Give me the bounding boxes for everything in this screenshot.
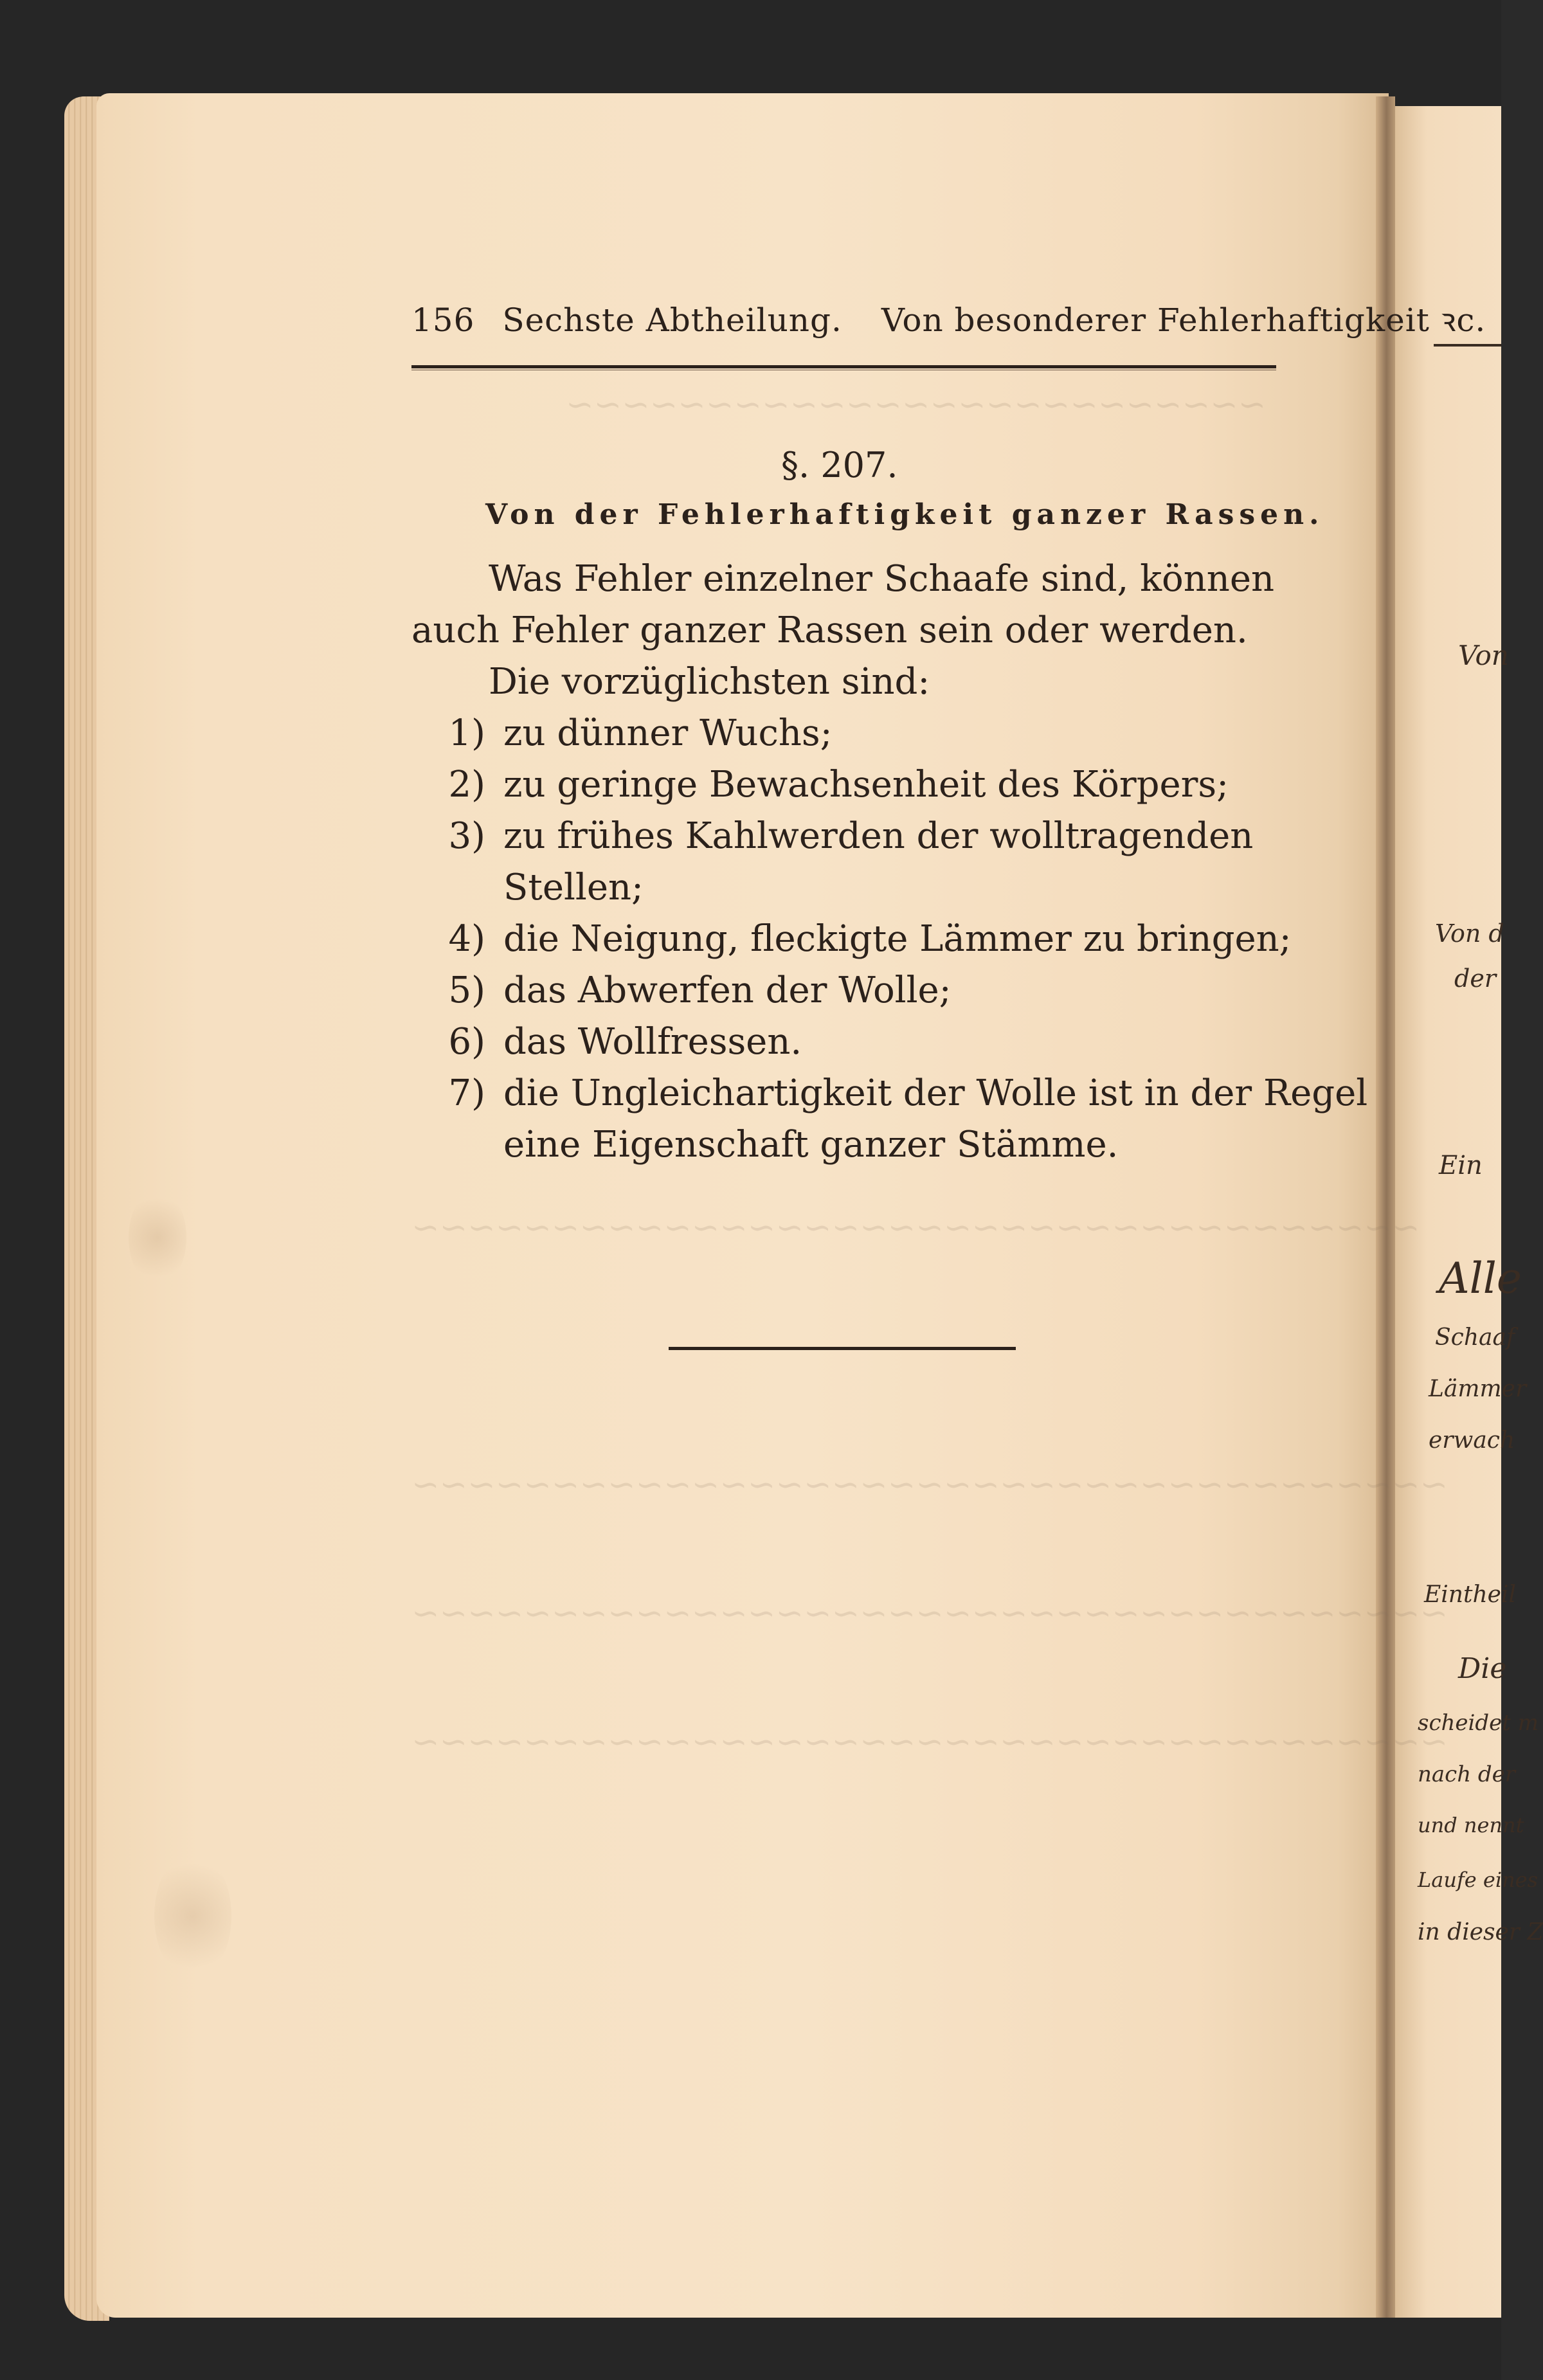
right-page-rule: [1434, 344, 1501, 347]
bleed-through: ~~~~~~~~~~~~~~~~~~~~~~~~~~~~~~~~~~~~~: [411, 1466, 1448, 1504]
running-head-topic: Von besonderer Fehlerhaftigkeit ꝛc.: [881, 302, 1486, 339]
right-page-text: Die: [1458, 1652, 1507, 1685]
list-item: 2) zu geringe Bewachsenheit des Körpers;: [448, 764, 1229, 806]
header-rule: [411, 365, 1276, 368]
paragraph-title: Von der Fehlerhaftigkeit ganzer Rassen.: [485, 498, 1324, 531]
list-item: 3) zu frühes Kahlwerden der wolltragenden: [448, 815, 1254, 857]
bleed-through: ~~~~~~~~~~~~~~~~~~~~~~~~~~~~~~~~~~~~~: [411, 1594, 1448, 1633]
list-item-continuation: eine Eigenschaft ganzer Stämme.: [503, 1124, 1119, 1166]
page-stain: [154, 1852, 231, 1980]
page-number: 156: [411, 302, 475, 339]
page-stain: [129, 1189, 186, 1286]
list-item: 4) die Neigung, fleckigte Lämmer zu bringen;: [448, 918, 1292, 960]
bleed-through: ~~~~~~~~~~~~~~~~~~~~~~~~~~~~~~~~~~~~: [411, 1209, 1420, 1247]
body-line-1: Was Fehler einzelner Schaafe sind, können: [489, 558, 1275, 600]
right-page-text: Eintheil: [1424, 1582, 1516, 1608]
book-gutter: [1376, 96, 1395, 2318]
left-page: [96, 93, 1389, 2318]
right-page-text: Lämmer: [1429, 1376, 1527, 1402]
right-page-text: Alle: [1439, 1254, 1522, 1303]
section-end-rule: [669, 1347, 1016, 1350]
paragraph-number: §. 207.: [781, 445, 898, 485]
right-page-text: nach der: [1418, 1762, 1516, 1787]
running-head: [411, 297, 1486, 341]
right-page-text: Laufe eines: [1418, 1868, 1538, 1892]
list-item: 7) die Ungleichartigkeit der Wolle ist in der Regel: [448, 1072, 1368, 1114]
list-item: 5) das Abwerfen der Wolle;: [448, 969, 952, 1011]
right-page-text: Ein: [1439, 1151, 1483, 1180]
body-line-3: Die vorzüglichsten sind:: [489, 661, 930, 703]
body-line-2: auch Fehler ganzer Rassen sein oder werden.: [411, 609, 1248, 651]
list-item: 6) das Wollfressen.: [448, 1021, 802, 1063]
running-head-section: Sechste Abtheilung.: [502, 302, 842, 339]
bleed-through: ~~~~~~~~~~~~~~~~~~~~~~~~~: [566, 386, 1267, 424]
right-page-text: der: [1454, 964, 1496, 993]
bleed-through: ~~~~~~~~~~~~~~~~~~~~~~~~~~~~~~~~~~~~~: [411, 1723, 1448, 1762]
list-item-continuation: Stellen;: [503, 867, 644, 908]
right-page-text: scheidet m: [1418, 1710, 1538, 1736]
right-page-text: in dieser Z: [1418, 1919, 1543, 1945]
right-page-text: Schaaf: [1435, 1324, 1515, 1351]
right-page-text: und nennt: [1418, 1813, 1524, 1837]
right-page-text: Von: [1458, 640, 1509, 671]
right-page-text: erwach: [1429, 1427, 1515, 1454]
right-page-text: Von d: [1435, 919, 1504, 948]
list-item: 1) zu dünner Wuchs;: [448, 712, 833, 754]
